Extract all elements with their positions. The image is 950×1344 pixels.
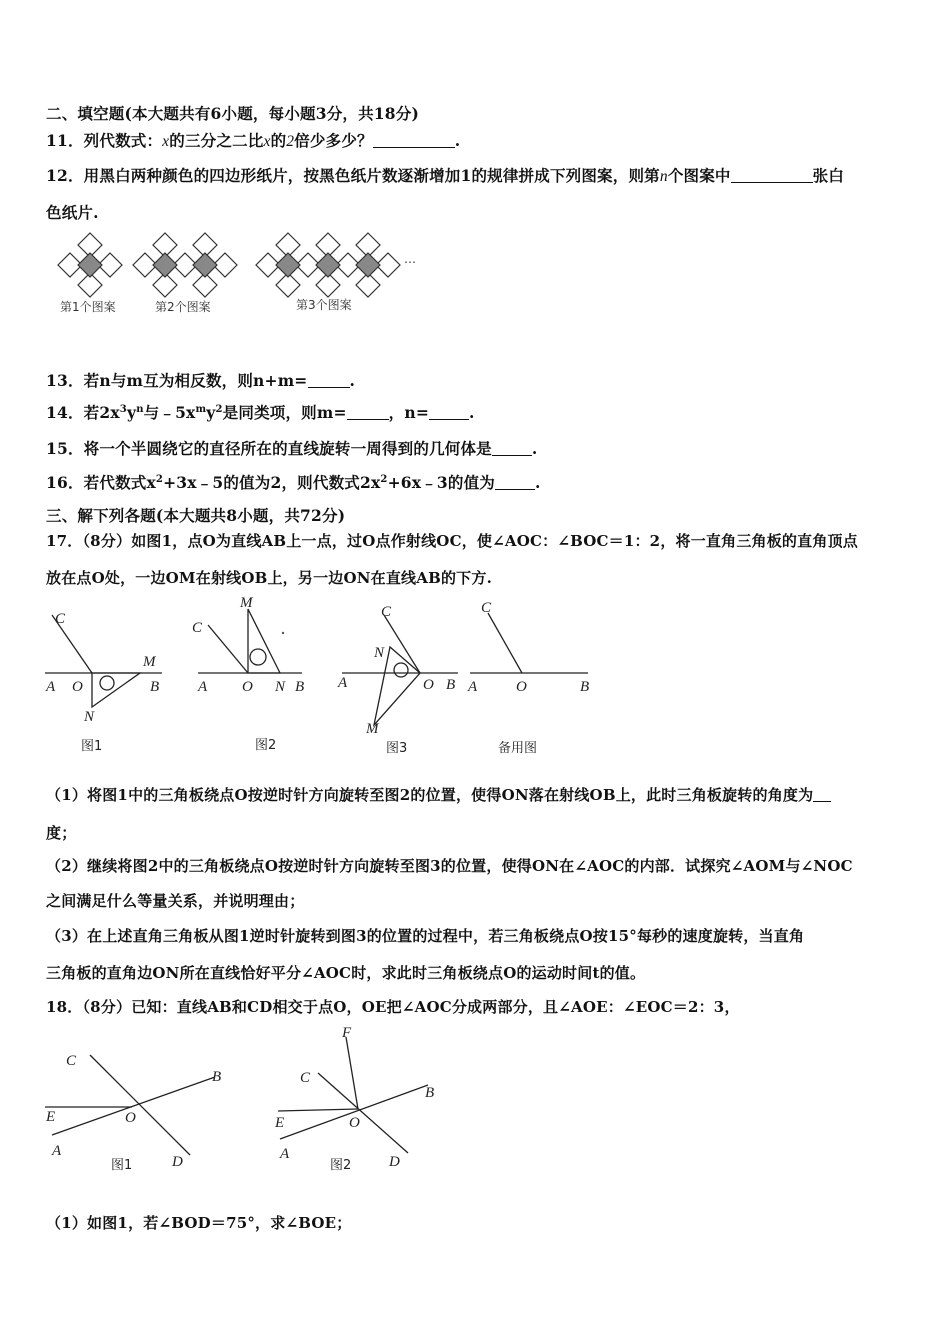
q18-fig2-label-a: A — [280, 1146, 290, 1162]
spare-label-o: O — [516, 679, 527, 695]
question-17-part1-line2: 度； — [46, 824, 77, 842]
answer-blank-17-1 — [813, 787, 831, 802]
answer-blank-16 — [495, 475, 535, 490]
answer-blank-11 — [373, 133, 455, 148]
question-17-part1: （1）将图1中的三角板绕点O按逆时针方向旋转至图2的位置，使得ON落在射线OB上，此时三角板旋转的角度为 — [46, 784, 831, 805]
q18-fig1-label-o: O — [125, 1110, 136, 1126]
pattern-3 — [256, 233, 400, 297]
question-18-part1: （1）如图1，若∠BOD＝75°，求∠BOE； — [46, 1214, 352, 1232]
fig17-caption-spare: 备用图 — [498, 741, 538, 756]
q18-fig2-label-d: D — [389, 1154, 400, 1170]
mark-dot — [282, 632, 284, 634]
q18-fig2-label-o: O — [349, 1115, 360, 1131]
pattern-caption-1: 第1个图案 — [60, 300, 116, 314]
fig2-label-b: B — [295, 679, 305, 695]
fig3-label-b: B — [446, 677, 456, 693]
answer-blank-14-m — [347, 405, 389, 420]
fig2-label-n: N — [275, 679, 286, 695]
q17-figures — [40, 595, 600, 765]
question-16: 16．若代数式$x^2+3x﹣5$的值为2，则代数式$2x^2+6x﹣3$的值为 . — [46, 473, 541, 492]
q18-fig1-label-d: D — [172, 1154, 183, 1170]
question-17-part3: （3）在上述直角三角板从图1逆时针旋转到图3的位置的过程中，若三角板绕点O按15°每秒的速度旋转，当直角 — [46, 927, 805, 945]
q18-fig-caption-2: 图2 — [330, 1158, 352, 1173]
pattern-caption-3: 第3个图案 — [296, 298, 352, 312]
q18-fig2-label-f: F — [342, 1025, 352, 1041]
spare-label-c: C — [481, 600, 492, 616]
fig17-caption-1: 图1 — [81, 739, 103, 754]
pattern-1 — [58, 233, 122, 297]
question-15: 15．将一个半圆绕它的直径所在的直线旋转一周得到的几何体是 . — [46, 439, 538, 458]
question-17-line1: 17．（8分）如图1，点O为直线AB上一点，过O点作射线OC，使∠AOC：∠BOC＝1：2，将一直角三角板的直角顶点 — [46, 532, 858, 550]
fig2-label-c: C — [192, 620, 203, 636]
pattern-caption-2: 第2个图案 — [155, 300, 211, 314]
fig3-label-n: N — [374, 645, 385, 661]
fig1-label-o: O — [72, 679, 83, 695]
question-17-part2-line2: 之间满足什么等量关系，并说明理由； — [46, 892, 305, 910]
q18-fig2-label-c: C — [300, 1070, 311, 1086]
q18-fig2-label-b: B — [425, 1085, 435, 1101]
q18-fig-caption-1: 图1 — [111, 1158, 133, 1173]
q18-fig1-label-b: B — [212, 1069, 222, 1085]
pattern-ellipsis: … — [404, 252, 416, 266]
question-17-line2: 放在点O处，一边OM在射线OB上，另一边ON在直线AB的下方. — [46, 569, 492, 587]
answer-blank-13 — [308, 373, 350, 388]
answer-blank-15 — [492, 441, 532, 456]
question-17-part2: （2）继续将图2中的三角板绕点O按逆时针方向旋转至图3的位置，使得ON在∠AOC的内部．试探究∠AOM与∠NOC — [46, 857, 853, 875]
fig1-label-n: N — [84, 709, 95, 725]
fig3-label-m: M — [366, 721, 379, 737]
pattern-figure — [50, 230, 430, 320]
spare-label-b: B — [580, 679, 590, 695]
q18-figures — [40, 1025, 460, 1175]
spare-label-a: A — [468, 679, 478, 695]
fig3-label-o: O — [423, 677, 434, 693]
q18-fig1-label-c: C — [66, 1053, 77, 1069]
fig1-label-m: M — [143, 654, 156, 670]
pattern-2 — [133, 233, 237, 297]
fig1-label-a: A — [46, 679, 56, 695]
question-13: 13．若n与m互为相反数，则n+m= . — [46, 371, 356, 390]
fig2-label-a: A — [198, 679, 208, 695]
section2-title: 二、填空题(本大题共有6小题，每小题3分，共18分) — [46, 104, 420, 123]
question-12: 12．用黑白两种颜色的四边形纸片，按黑色纸片数逐渐增加1的规律拼成下列图案，则第n个图案中 张白 — [46, 166, 845, 185]
fig3-label-c: C — [381, 604, 392, 620]
fig2-label-m: M — [240, 595, 253, 611]
q18-fig2-label-e: E — [275, 1115, 285, 1131]
fig1-label-b: B — [150, 679, 160, 695]
question-14: 14．若$2x^3y^n$与$﹣5x^my^2$是同类项，则m= ，n= . — [46, 403, 475, 422]
fig1-label-c: C — [55, 611, 66, 627]
answer-blank-12 — [731, 168, 813, 183]
fig17-caption-2: 图2 — [255, 738, 277, 753]
question-12-line2: 色纸片. — [46, 203, 99, 222]
answer-blank-14-n — [429, 405, 469, 420]
question-17-part3-line2: 三角板的直角边ON所在直线恰好平分∠AOC时，求此时三角板绕点O的运动时间t的值。 — [46, 964, 646, 982]
question-11: 11．列代数式：x的三分之二比x的2倍少多少？ . — [46, 131, 461, 150]
fig2-label-o: O — [242, 679, 253, 695]
question-18-line1: 18．（8分）已知：直线AB和CD相交于点O，OE把∠AOC分成两部分，且∠AOE：∠EOC＝2：3， — [46, 998, 740, 1016]
fig3-label-a: A — [338, 675, 348, 691]
section3-title: 三、解下列各题(本大题共8小题，共72分) — [46, 506, 346, 525]
q18-fig1-label-e: E — [46, 1109, 56, 1125]
q18-fig1-label-a: A — [52, 1143, 62, 1159]
fig17-caption-3: 图3 — [386, 741, 408, 756]
